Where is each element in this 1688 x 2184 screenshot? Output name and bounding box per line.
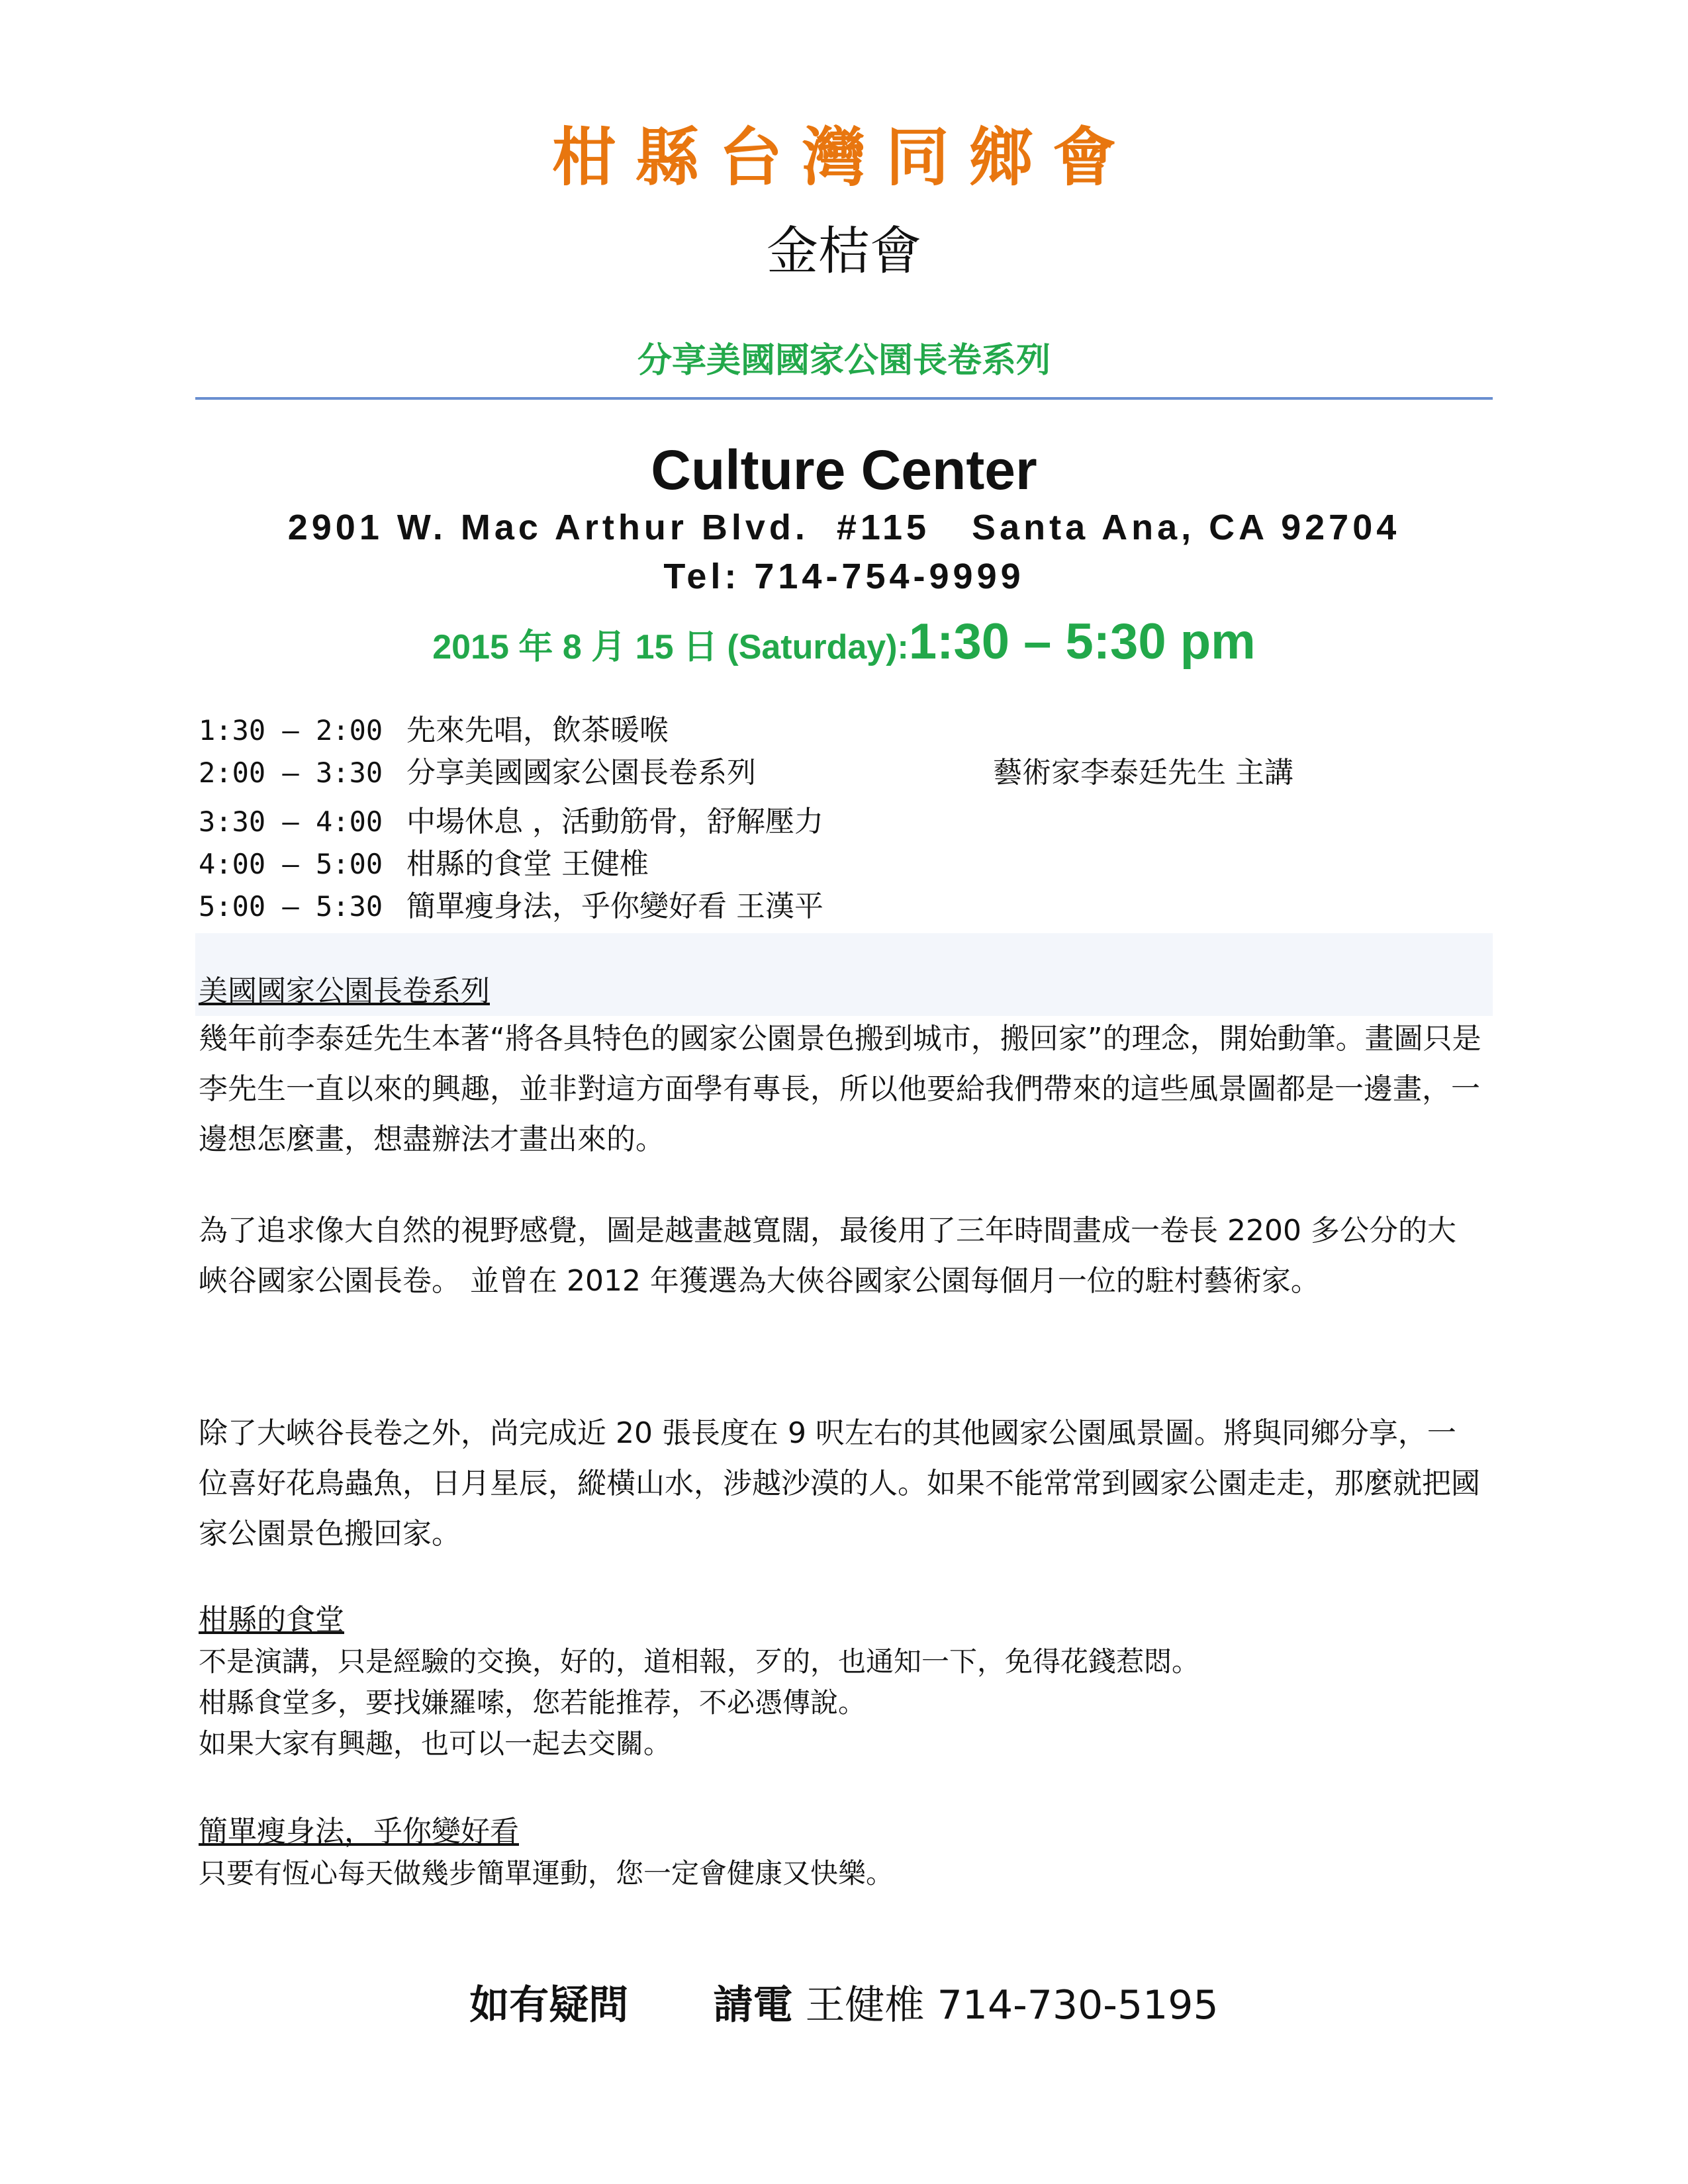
schedule-row <box>199 752 1489 794</box>
fitness-line: 只要有恆心每天做幾步簡單運動，您一定會健康又快樂。 <box>199 1857 894 1889</box>
schedule-topic: 簡單瘦身法，乎你變好看 王漢平 <box>406 889 823 923</box>
schedule-time: 5:00 – 5:30 <box>199 890 383 923</box>
event-time-range: 1:30 – 5:30 pm <box>908 614 1256 670</box>
schedule-topic: 中場休息 ，活動筋骨，舒解壓力 <box>406 805 823 839</box>
parks-paragraph-2: 為了追求像大自然的視野感覺，圖是越畫越寬闊，最後用了三年時間畫成一卷長 2200 多公分的大峽谷國家公園長卷。 並曾在 2012 年獲選為大俠谷國家公園每個月一位的駐村藝術家。 <box>199 1214 1456 1298</box>
schedule-time: 4:00 – 5:00 <box>199 848 383 880</box>
organization-title: 柑縣台灣同鄉會 <box>552 120 1136 195</box>
schedule-time: 1:30 – 2:00 <box>199 714 383 747</box>
venue-address: 2901 W. Mac Arthur Blvd. #115 Santa Ana, CA 92704 <box>287 508 1401 547</box>
schedule-time: 3:30 – 4:00 <box>199 805 383 838</box>
contact-line <box>0 1976 1688 2035</box>
schedule-row <box>199 843 1489 886</box>
schedule-row <box>199 886 1489 928</box>
schedule-time: 2:00 – 3:30 <box>199 756 383 789</box>
food-line: 柑縣食堂多，要找嫌羅嗦，您若能推荐，不必憑傳說。 <box>199 1686 867 1719</box>
event-date <box>0 609 1688 689</box>
contact-call-label: 請電 <box>713 1982 793 2028</box>
parks-paragraph-3: 除了大峽谷長卷之外，尚完成近 20 張長度在 9 呎左右的其他國家公園風景圖。將與同鄉分享，一位喜好花鳥蟲魚，日月星辰，縱橫山水，涉越沙漠的人。如果不能常常到國家公園走走，那麼就把國家公園景色搬回家。 <box>199 1416 1480 1551</box>
event-subtitle: 金桔會 <box>766 222 921 281</box>
venue-name: Culture Center <box>651 439 1037 501</box>
fitness-heading: 簡單瘦身法，乎你變好看 <box>199 1815 519 1848</box>
schedule-topic: 分享美國國家公園長卷系列 <box>406 756 756 790</box>
series-title: 分享美國國家公園長卷系列 <box>637 341 1051 381</box>
food-line: 不是演講，只是經驗的交換，好的，道相報，歹的，也通知一下，免得花錢惹悶。 <box>199 1645 1200 1678</box>
schedule-speaker: 藝術家李泰廷先生 主講 <box>993 756 1293 790</box>
parks-paragraph-1: 幾年前李泰廷先生本著“將各具特色的國家公園景色搬到城市，搬回家”的理念，開始動筆。畫圖只是李先生一直以來的興趣，並非對這方面學有專長，所以他要給我們帶來的這些風景圖都是一邊畫，一邊想怎麼畫，想盡辦法才畫出來的。 <box>199 1022 1481 1156</box>
food-heading: 柑縣的食堂 <box>199 1603 344 1637</box>
header-divider <box>195 397 1493 400</box>
contact-person-phone: 王健椎 714-730-5195 <box>805 1982 1219 2028</box>
food-line: 如果大家有興趣，也可以一起去交關。 <box>199 1727 672 1760</box>
parks-heading: 美國國家公園長卷系列 <box>199 974 490 1008</box>
schedule-row <box>199 709 1489 752</box>
contact-question-label: 如有疑問 <box>469 1982 629 2028</box>
event-date-prefix: 2015 年 8 月 15 日 (Saturday): <box>432 628 909 666</box>
schedule-row <box>199 801 1489 843</box>
schedule-topic: 先來先唱，飲茶暖喉 <box>406 713 669 747</box>
schedule-topic: 柑縣的食堂 王健椎 <box>406 847 649 881</box>
venue-phone: Tel: 714-754-9999 <box>663 557 1025 596</box>
